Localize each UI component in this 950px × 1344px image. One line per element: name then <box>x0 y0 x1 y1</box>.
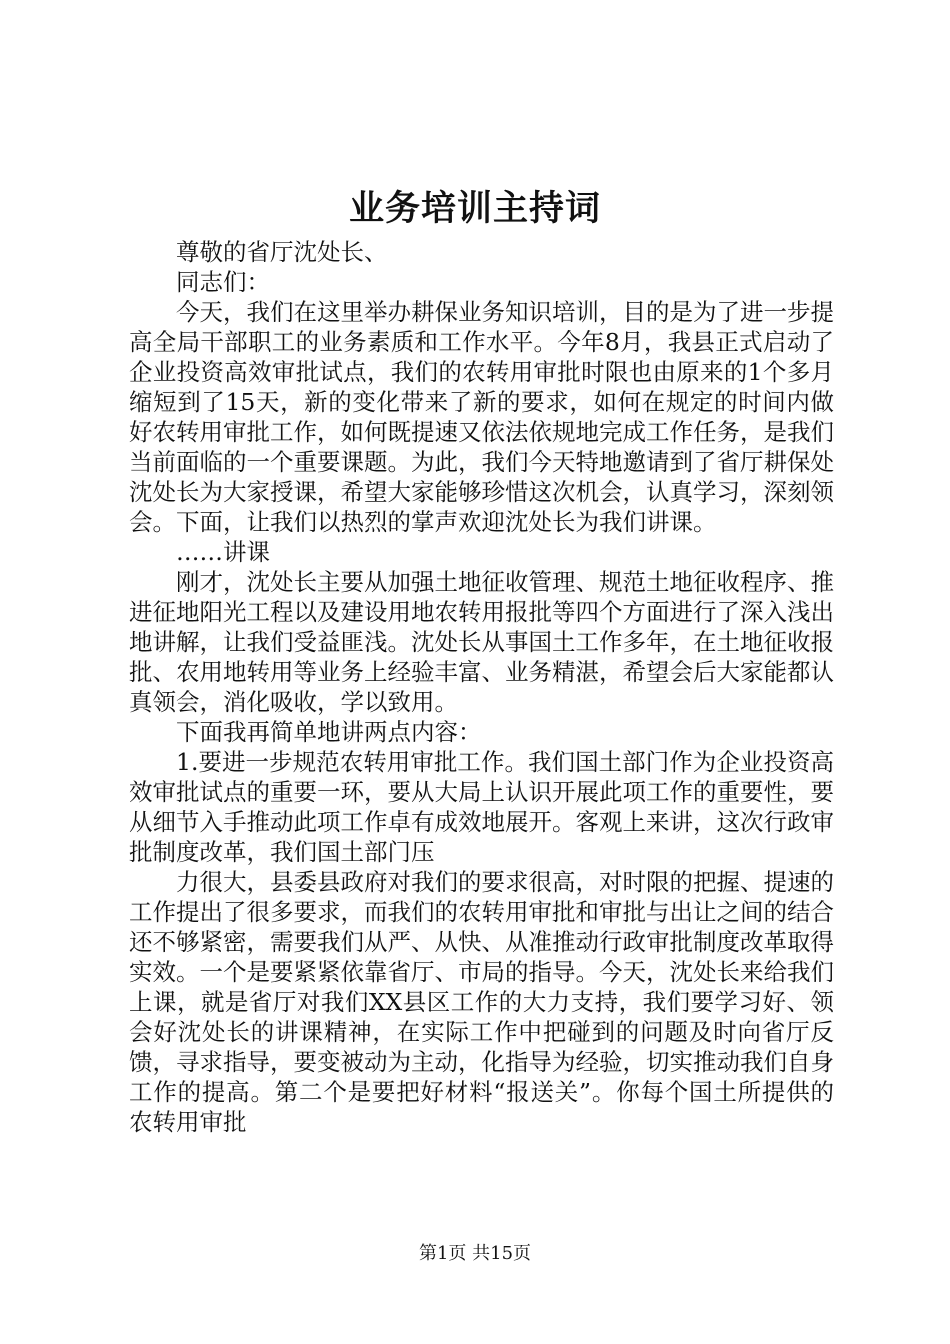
body-paragraph: 下面我再简单地讲两点内容： <box>176 718 482 746</box>
page-number-footer: 第1页 共15页 <box>418 1243 532 1264</box>
body-paragraph: 今天，我们在这里举办耕保业务知识培训，目的是为了进一步提高全局干部职工的业务素质和工作水平。今年8月，我县正式启动了企业投资高效审批试点，我们的农转用审批时限也由原来的1个多月缩短到了15天，新的变化带来了新的要求，如何在规定的时间内做好农转用审批工作，如何既提速又依法依规地完成工作任务，是我们当前面临的一个重要课题。为此，我们今天特地邀请到了省厅耕保处沈处长为大家授课，希望大家能够珍惜这次机会，认真学习，深刻领会。下面，让我们以热烈的掌声欢迎沈处长为我们讲课。 <box>129 298 834 536</box>
salutation-line: 尊敬的省厅沈处长、 <box>176 238 388 266</box>
body-paragraph: ……讲课 <box>176 538 270 566</box>
document-title: 业务培训主持词 <box>348 188 601 229</box>
body-paragraph: 力很大，县委县政府对我们的要求很高，对时限的把握、提速的工作提出了很多要求，而我们的农转用审批和审批与出让之间的结合还不够紧密，需要我们从严、从快、从准推动行政审批制度改革取得实效。一个是要紧紧依靠省厅、市局的指导。今天，沈处长来给我们上课，就是省厅对我们XX县区工作的大力支持，我们要学习好、领会好沈处长的讲课精神，在实际工作中把碰到的问题及时向省厅反馈，寻求指导，要变被动为主动，化指导为经验，切实推动我们自身工作的提高。第二个是要把好材料“报送关”。你每个国土所提供的农转用审批 <box>129 868 834 1136</box>
document-body <box>129 237 834 1137</box>
body-paragraph: 刚才，沈处长主要从加强土地征收管理、规范土地征收程序、推进征地阳光工程以及建设用地农转用报批等四个方面进行了深入浅出地讲解，让我们受益匪浅。沈处长从事国土工作多年，在土地征收报批、农用地转用等业务上经验丰富、业务精湛，希望会后大家能都认真领会，消化吸收，学以致用。 <box>129 568 834 716</box>
body-paragraph: 1.要进一步规范农转用审批工作。我们国土部门作为企业投资高效审批试点的重要一环，要从大局上认识开展此项工作的重要性，要从细节入手推动此项工作卓有成效地展开。客观上来讲，这次行政审批制度改革，我们国土部门压 <box>129 748 834 866</box>
salutation-line: 同志们： <box>176 268 270 296</box>
